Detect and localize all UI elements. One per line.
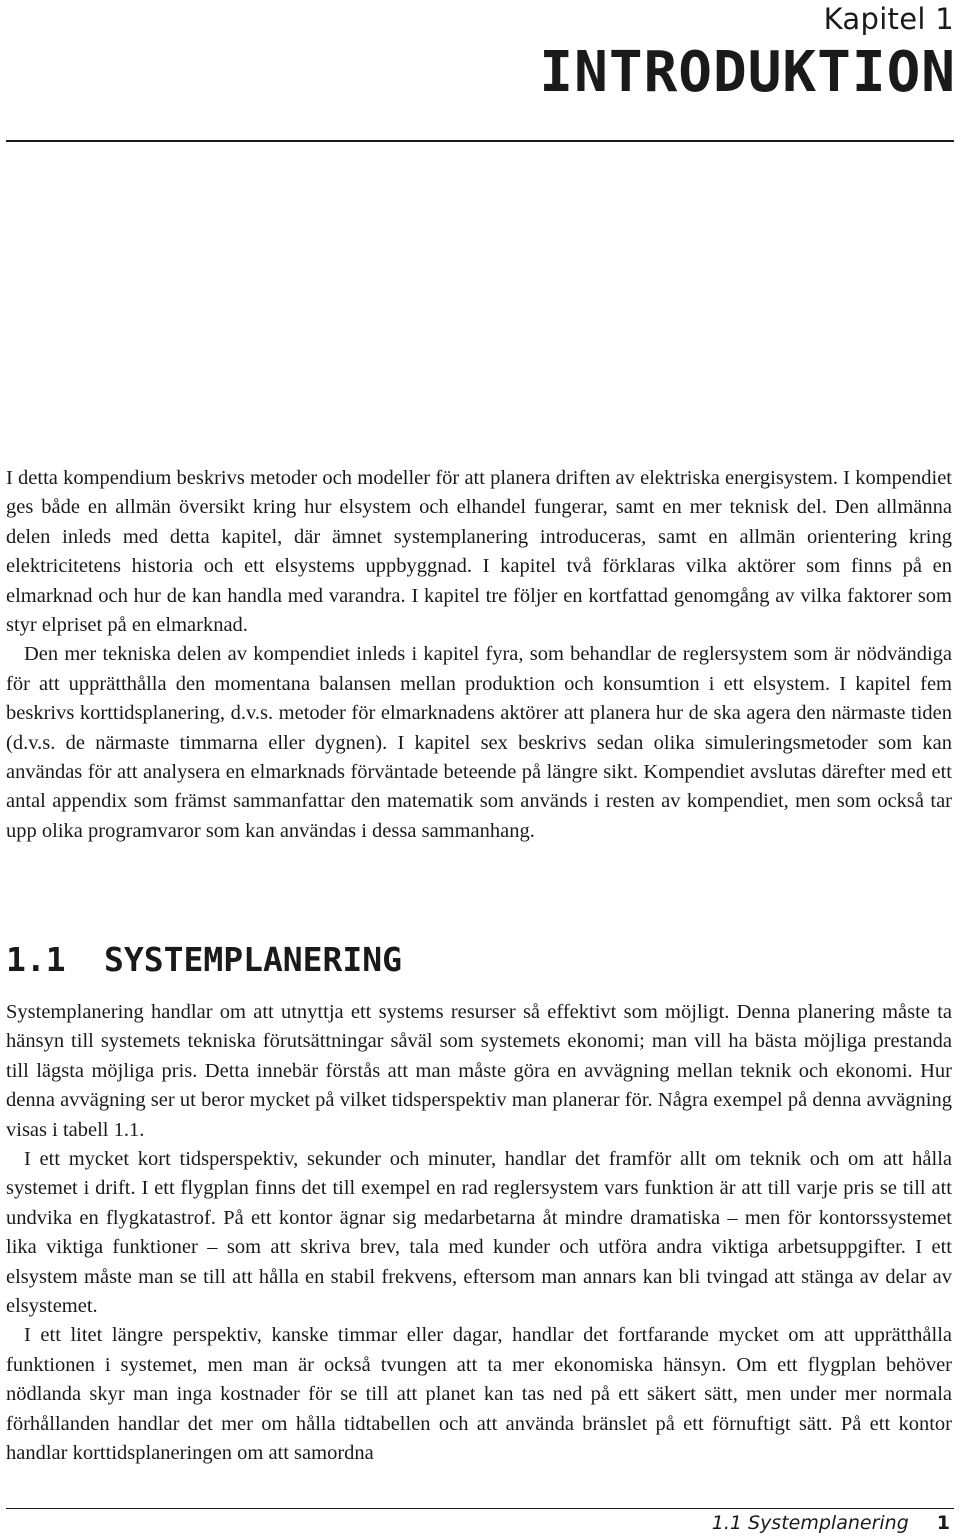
section-paragraph-1: Systemplanering handlar om att utnyttja ett systems resurser så effektivt som möjligt. Denna planering måste ta hänsyn till systemets tekniska förutsättningar såväl som systemets ekonomi; man vill ha bästa möjliga prestanda till lägsta möjliga pris. Detta innebär förstås att man måste göra en avvägning mellan teknik och ekonomi. Hur denna avvägning ser ut beror mycket på vilket tidsperspektiv man planerar för. Några exempel på denna avvägning visas i tabell 1.1. bbox=[6, 1001, 952, 1141]
section-paragraph-3: I ett litet längre perspektiv, kanske timmar eller dagar, handlar det fortfarande mycket om att upprätthålla funktionen i systemet, men man är också tvungen att ta mer ekonomiska hänsyn. Om ett flygplan behöver nödlanda skyr man inga kostnader för se till att planet kan tas ned på ett säkert sätt, men under mer normala förhållanden handlar det mer om hålla tidtabellen och att använda bränslet på ett förnuftigt sätt. På ett kontor handlar korttidsplaneringen om att samordna bbox=[6, 1324, 952, 1465]
section-paragraph-2: I ett mycket kort tidsperspektiv, sekunder och minuter, handlar det framför allt om teknik och om att hålla systemet i drift. I ett flygplan finns det till exempel en rad reglersystem vars funktion är att till varje pris se till att undvika en flygkatastrof. På ett kontor ägnar sig medarbetarna åt mindre dramatiska – men för kontorssystemet lika viktiga funktioner – som att skriva brev, tala med kunder och utföra andra viktiga arbetsuppgifter. I ett elsystem måste man se till att hålla en stabil frekvens, eftersom man annars kan bli tvingad att stänga av delar av elsystemet. bbox=[6, 1148, 952, 1318]
section-heading bbox=[6, 940, 402, 979]
chapter-divider bbox=[6, 140, 954, 142]
section-title: SYSTEMPLANERING bbox=[104, 940, 403, 979]
footer-section-label: 1.1 Systemplanering bbox=[711, 1512, 909, 1534]
section-number: 1.1 bbox=[6, 940, 66, 979]
page-footer bbox=[712, 1512, 950, 1534]
footer-divider bbox=[6, 1508, 954, 1509]
page-number: 1 bbox=[936, 1512, 950, 1534]
chapter-title: INTRODUKTION bbox=[539, 40, 956, 105]
intro-paragraph-1: I detta kompendium beskrivs metoder och modeller för att planera driften av elektriska energisystem. I kompendiet ges både en allmän översikt kring hur elsystem och elhandel fungerar, samt en mer teknisk del. Den allmänna delen inleds med detta kapitel, där ämnet systemplanering introduceras, samt en allmän orientering kring elektricitetens historia och ett elsystems uppbyggnad. I kapitel två förklaras vilka aktörer som finns på en elmarknad och hur de kan handla med varandra. I kapitel tre följer en kortfattad genomgång av vilka faktorer som styr elpriset på en elmarknad. bbox=[6, 467, 952, 637]
intro-paragraph-2: Den mer tekniska delen av kompendiet inleds i kapitel fyra, som behandlar de reglersystem som är nödvändiga för att upprätthålla den momentana balansen mellan produktion och konsumtion i ett elsystem. I kapitel fem beskrivs korttidsplanering, d.v.s. metoder för elmarknadens aktörer att planera hur de ska agera den närmaste tiden (d.v.s. de närmaste timmarna eller dygnen). I kapitel sex beskrivs sedan olika simuleringsmetoder som kan användas för att analysera en elmarknads förväntade beteende på längre sikt. Kompendiet avslutas därefter med ett antal appendix som främst sammanfattar den matematik som används i resten av kompendiet, men som också tar upp olika programvaror som kan användas i dessa sammanhang. bbox=[6, 643, 952, 842]
section-text bbox=[6, 998, 952, 1469]
intro-text bbox=[6, 464, 952, 846]
chapter-label: Kapitel 1 bbox=[823, 2, 954, 36]
